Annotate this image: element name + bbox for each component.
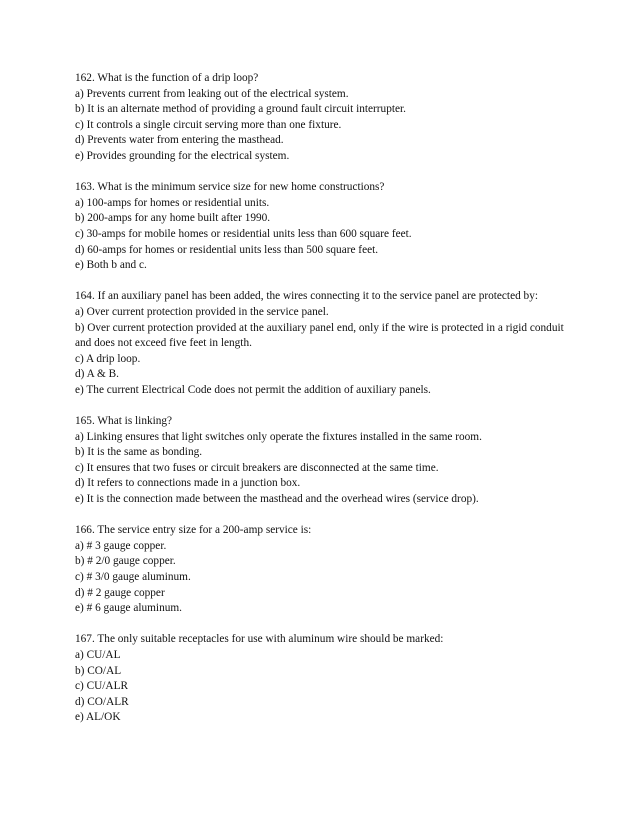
answer-option: a) 100-amps for homes or residential units. (75, 196, 270, 209)
answer-option: b) 200-amps for any home built after 1990. (75, 212, 271, 225)
question-text: 166. The service entry size for a 200-amp service is: (75, 524, 312, 537)
question-166 (75, 523, 575, 617)
answer-option: b) It is the same as bonding. (75, 446, 203, 459)
question-162 (75, 71, 575, 165)
answer-option: e) AL/OK (75, 711, 121, 724)
question-text: 167. The only suitable receptacles for use with aluminum wire should be marked: (75, 633, 444, 646)
answer-option: b) It is an alternate method of providing a ground fault circuit interrupter. (75, 103, 406, 116)
question-167 (75, 632, 575, 726)
answer-option: a) Prevents current from leaking out of the electrical system. (75, 87, 349, 100)
answer-option: b) # 2/0 gauge copper. (75, 555, 176, 568)
answer-option: e) Both b and c. (75, 259, 147, 272)
answer-option: c) # 3/0 gauge aluminum. (75, 571, 191, 583)
answer-option: e) Provides grounding for the electrical system. (75, 149, 290, 162)
answer-option: a) Over current protection provided in the service panel. (75, 305, 329, 318)
answer-option: d) 60-amps for homes or residential units less than 500 square feet. (75, 243, 379, 256)
question-164 (75, 289, 575, 398)
question-163 (75, 180, 575, 274)
answer-option: d) CO/ALR (75, 695, 129, 708)
answer-option: a) CU/AL (75, 648, 121, 661)
answer-option: a) # 3 gauge copper. (75, 539, 167, 552)
question-text: 164. If an auxiliary panel has been added, the wires connecting it to the service panel are protected by: (75, 290, 538, 303)
document-page (75, 71, 575, 742)
answer-option: e) It is the connection made between the masthead and the overhead wires (service drop). (75, 493, 479, 506)
answer-option: d) It refers to connections made in a junction box. (75, 477, 301, 490)
answer-option: d) A & B. (75, 368, 119, 381)
answer-option: b) CO/AL (75, 664, 122, 677)
answer-option: b) Over current protection provided at the auxiliary panel end, only if the wire is protected in a rigid conduit and does not exceed five feet in length. (75, 321, 564, 350)
answer-option: d) Prevents water from entering the masthead. (75, 134, 284, 147)
answer-option: a) Linking ensures that light switches only operate the fixtures installed in the same room. (75, 430, 482, 443)
answer-option: c) A drip loop. (75, 352, 141, 365)
answer-option: c) CU/ALR (75, 680, 129, 693)
question-text: 165. What is linking? (75, 415, 173, 428)
answer-option: c) It ensures that two fuses or circuit breakers are disconnected at the same time. (75, 461, 439, 474)
question-text: 162. What is the function of a drip loop? (75, 72, 259, 84)
question-text: 163. What is the minimum service size for new home constructions? (75, 181, 385, 194)
answer-option: e) The current Electrical Code does not permit the addition of auxiliary panels. (75, 383, 431, 396)
answer-option: e) # 6 gauge aluminum. (75, 602, 182, 615)
answer-option: c) It controls a single circuit serving more than one fixture. (75, 118, 342, 131)
question-165 (75, 414, 575, 508)
answer-option: d) # 2 gauge copper (75, 586, 165, 599)
answer-option: c) 30-amps for mobile homes or residential units less than 600 square feet. (75, 227, 412, 240)
